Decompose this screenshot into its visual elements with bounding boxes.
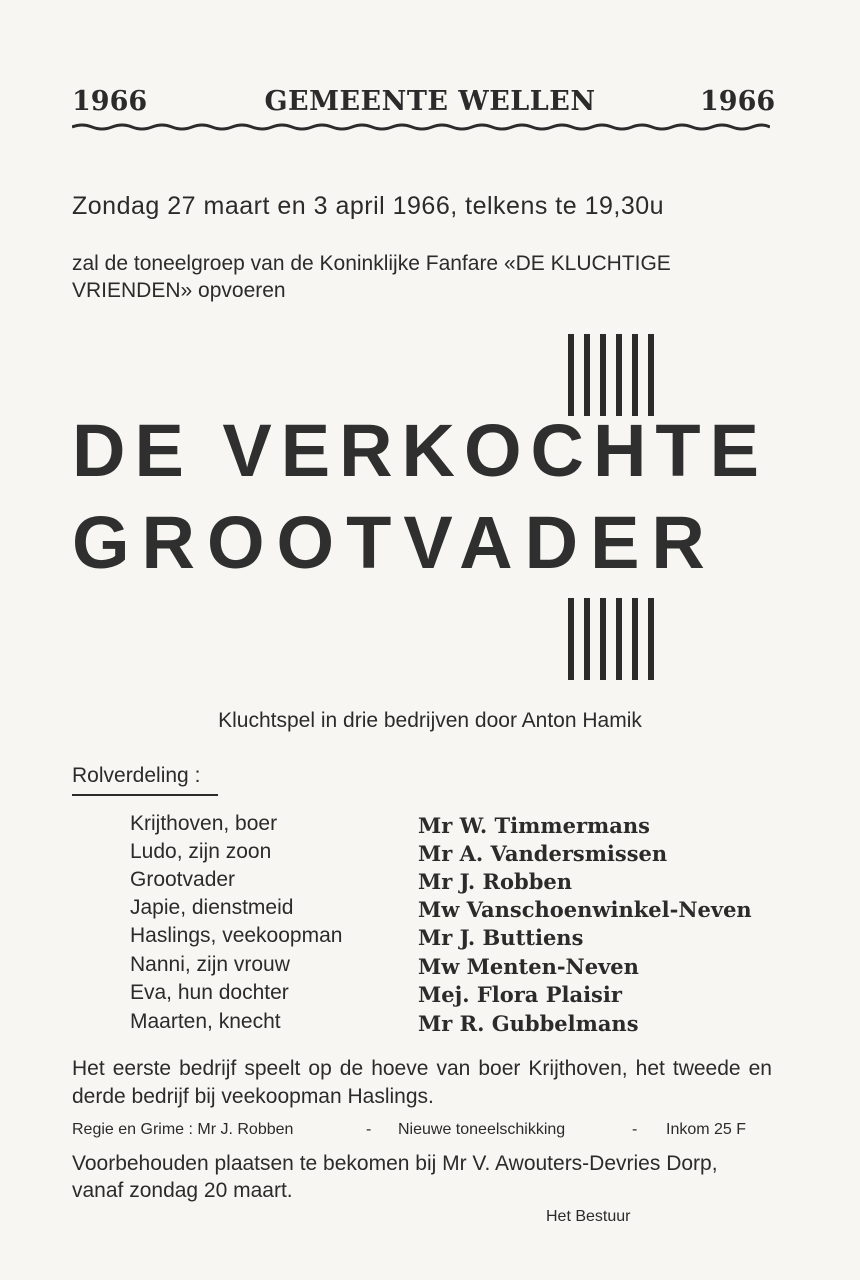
- signoff: Het Bestuur: [546, 1208, 631, 1225]
- cast-role: Krijthoven, boer: [130, 812, 278, 835]
- cast-actor: Mr J. Robben: [418, 869, 573, 894]
- play-title-line2: GROOTVADER: [72, 501, 717, 584]
- decorative-bars-bottom: [568, 598, 654, 680]
- cast-role: Maarten, knecht: [130, 1010, 281, 1033]
- performance-date-line: Zondag 27 maart en 3 april 1966, telkens te 19,30u: [72, 192, 665, 220]
- play-title-line1: DE VERKOCHTE: [72, 409, 768, 492]
- credits-regie: Regie en Grime : Mr J. Robben: [72, 1121, 294, 1138]
- cast-actor: Mr R. Gubbelmans: [418, 1011, 639, 1036]
- cast-actor: Mr A. Vandersmissen: [418, 841, 668, 866]
- reservation-text: Voorbehouden plaatsen te bekomen bij Mr V. Awouters-Devries Dorp, vanaf zondag 20 maart.: [72, 1152, 718, 1202]
- credits-staging: Nieuwe toneelschikking: [398, 1121, 566, 1138]
- credits-entry: Inkom 25 F: [666, 1121, 747, 1138]
- header-year-right: 1966: [700, 86, 776, 117]
- cast-actor: Mej. Flora Plaisir: [418, 982, 622, 1007]
- cast-role: Grootvader: [130, 868, 236, 891]
- credits-separator: -: [632, 1121, 638, 1138]
- cast-actor: Mw Vanschoenwinkel-Neven: [418, 897, 752, 922]
- header-wavy-rule: [72, 120, 770, 134]
- decorative-bars-top: [568, 334, 654, 416]
- cast-actor: Mr W. Timmermans: [418, 813, 650, 838]
- cast-heading: Rolverdeling :: [72, 764, 201, 787]
- credits-separator: -: [366, 1121, 372, 1138]
- cast-role: Ludo, zijn zoon: [130, 840, 272, 863]
- cast-role: Haslings, veekoopman: [130, 924, 343, 947]
- intro-text: zal de toneelgroep van de Koninklijke Fanfare «DE KLUCHTIGE VRIENDEN» opvoeren: [72, 252, 671, 302]
- play-subtitle: Kluchtspel in drie bedrijven door Anton Hamik: [218, 709, 642, 732]
- cast-role: Japie, dienstmeid: [130, 896, 294, 919]
- header-year-left: 1966: [72, 86, 148, 117]
- cast-heading-underline: [72, 794, 218, 796]
- cast-role: Eva, hun dochter: [130, 981, 289, 1004]
- cast-actor: Mw Menten-Neven: [418, 954, 639, 979]
- header-title: GEMEENTE WELLEN: [264, 86, 596, 117]
- cast-role: Nanni, zijn vrouw: [130, 953, 290, 976]
- setting-text: Het eerste bedrijf speelt op de hoeve van boer Krijthoven, het tweede en derde bedrijf bij veekoopman Haslings.: [72, 1057, 772, 1108]
- cast-actor: Mr J. Buttiens: [418, 925, 584, 950]
